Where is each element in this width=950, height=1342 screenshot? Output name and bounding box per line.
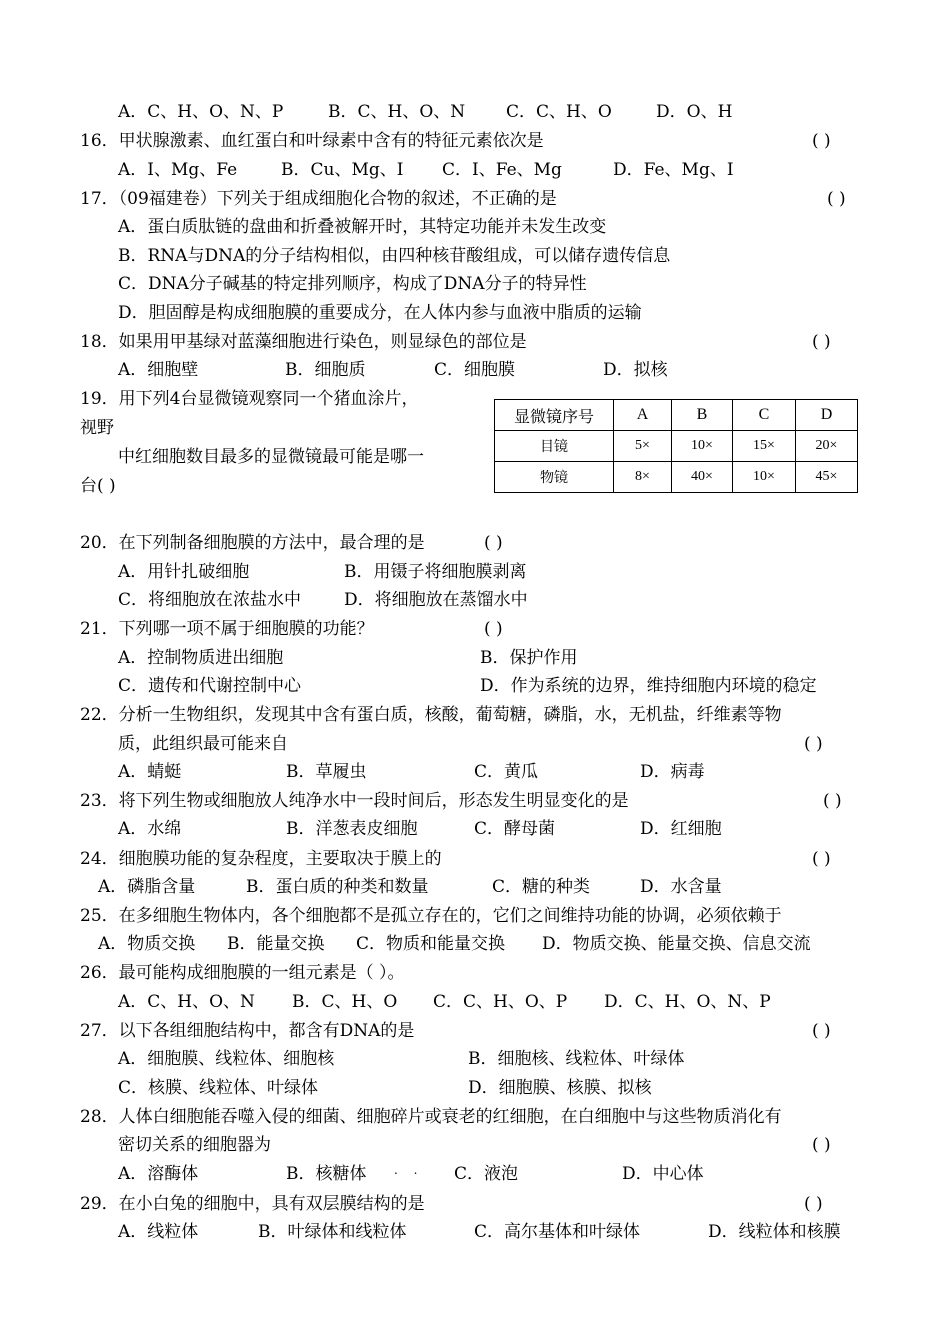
q23-option-a: A．水绵 — [118, 819, 182, 839]
table-cell: 8× — [614, 462, 672, 493]
table-cell: B — [672, 400, 733, 431]
q15-option-c: C．C、H、O — [506, 102, 612, 122]
q21-option-d: D．作为系统的边界，维持细胞内环境的稳定 — [480, 676, 817, 696]
answer-paren: ( ) — [812, 332, 831, 352]
q28-option-c: C．液泡 — [454, 1164, 519, 1184]
q24-option-d: D．水含量 — [640, 877, 722, 897]
q16-option-c: C．I、Fe、Mg — [442, 160, 562, 180]
q26-option-a: A．C、H、O、N — [118, 992, 255, 1012]
answer-paren: ( ) — [812, 131, 831, 151]
table-cell: 物镜 — [495, 462, 614, 493]
table-cell: D — [796, 400, 858, 431]
q29-option-d: D．线粒体和核膜 — [708, 1222, 841, 1242]
answer-paren: ( ) — [827, 189, 846, 209]
q20-option-b: B．用镊子将细胞膜剥离 — [344, 562, 527, 582]
q18-option-b: B．细胞质 — [285, 360, 366, 380]
q28-option-b: B．核糖体 — [286, 1164, 367, 1184]
q26-option-c: C．C、H、O、P — [433, 992, 568, 1012]
q18-option-c: C．细胞膜 — [434, 360, 516, 380]
q24-option-a: A．磷脂含量 — [98, 877, 196, 897]
q15-option-d: D．O、H — [656, 102, 733, 122]
q16-option-d: D．Fe、Mg、I — [613, 160, 734, 180]
table-cell: 10× — [672, 431, 733, 462]
table-cell: 目镜 — [495, 431, 614, 462]
table-cell: 45× — [796, 462, 858, 493]
q25-option-a: A．物质交换 — [98, 934, 196, 954]
answer-paren: ( ) — [812, 1135, 831, 1155]
q20-option-a: A．用针扎破细胞 — [118, 562, 250, 582]
table-row — [495, 462, 858, 493]
q26-option-d: D．C、H、O、N、P — [604, 992, 771, 1012]
q20-option-c: C．将细胞放在浓盐水中 — [118, 590, 302, 610]
q28-option-d: D．中心体 — [622, 1164, 704, 1184]
q29-option-b: B．叶绿体和线粒体 — [258, 1222, 407, 1242]
q16-option-b: B．Cu、Mg、I — [281, 160, 404, 180]
q16-option-a: A．I、Mg、Fe — [118, 160, 238, 180]
q27-option-b: B．细胞核、线粒体、叶绿体 — [468, 1049, 685, 1069]
answer-paren: ( ) — [812, 849, 831, 869]
table-cell: 20× — [796, 431, 858, 462]
q20-option-d: D．将细胞放在蒸馏水中 — [344, 590, 528, 610]
q24-option-b: B．蛋白质的种类和数量 — [246, 877, 429, 897]
table-row — [495, 431, 858, 462]
table-cell: C — [733, 400, 796, 431]
answer-paren: ( ) — [804, 734, 823, 754]
q25-option-c: C．物质和能量交换 — [356, 934, 506, 954]
q22-option-d: D．病毒 — [640, 762, 705, 782]
q15-option-b: B．C、H、O、N — [328, 102, 466, 122]
q29-option-a: A．线粒体 — [118, 1222, 199, 1242]
q18-option-a: A．细胞壁 — [118, 360, 199, 380]
q22-option-c: C．黄瓜 — [474, 762, 539, 782]
q24-option-c: C．糖的种类 — [492, 877, 591, 897]
q21-option-b: B．保护作用 — [480, 648, 578, 668]
q21-option-a: A．控制物质进出细胞 — [118, 648, 284, 668]
answer-paren: ( ) — [823, 791, 842, 811]
q25-option-b: B．能量交换 — [227, 934, 325, 954]
q23-option-b: B．洋葱表皮细胞 — [286, 819, 418, 839]
table-cell: 40× — [672, 462, 733, 493]
q27-option-c: C．核膜、线粒体、叶绿体 — [118, 1078, 319, 1098]
q28-option-a: A．溶酶体 — [118, 1164, 199, 1184]
answer-paren: ( ) — [812, 1021, 831, 1041]
q22-option-b: B．草履虫 — [286, 762, 367, 782]
table-cell: 显微镜序号 — [495, 400, 614, 431]
q27-option-d: D．细胞膜、核膜、拟核 — [468, 1078, 652, 1098]
table-cell: 5× — [614, 431, 672, 462]
exam-page: A．C、H、O、N、P B．C、H、O、N C．C、H、O D．O、H 16．甲状腺激素、血红蛋白和叶绿素中含有的特征元素依次是 ( ) A．I、Mg、Fe B．Cu、Mg、I C．I、Fe、Mg D．Fe、Mg、I 17．（09福建卷）下列关于组成细胞化合物的叙述，不正确的是 ( ) A．蛋白质肽链的盘曲和折叠被解开时，其特定功能并未发生改变 B．RNA与DNA的分子结构相似，由四种核苷酸组成，可以储存遗传信息 C．DNA分子碱基的特定排列顺序，构成了DNA分子的特异性 D．胆固醇是构成细胞膜的重要成分，在人体内参与血液中脂质的运输 18．如果用甲基绿对蓝藻细胞进行染色，则显绿色的部位是 ( ) A．细胞壁 B．细胞质 C．细胞膜 D．拟核 19．用下列4台显微镜观察同一个猪血涂片， 视野 中红细胞数目最多的显微镜最可能是哪一 台( ) 显微镜序号 A B C D 目镜 5× 10× 15× 20× 物镜 8× 40× 10× 45× 20．在下列制备细胞膜的方法中，最合理的是 ( ) A．用针扎破细胞 B．用镊子将细胞膜剥离 C．将细胞放在浓盐水中 D．将细胞放在蒸馏水中 21．下列哪一项不属于细胞膜的功能？ ( ) A．控制物质进出细胞 B．保护作用 C．遗传和代谢控制中心 D．作为系统的边界，维持细胞内环境的稳定 22．分析一生物组织，发现其中含有蛋白质，核酸，葡萄糖，磷脂，水，无机盐，纤维素等物 质，此组织最可能来自 ( ) A．蜻蜓 B．草履虫 C．黄瓜 D．病毒 23．将下列生物或细胞放人纯净水中一段时间后，形态发生明显变化的是 ( ) A．水绵 B．洋葱表皮细胞 C．酵母菌 D．红细胞 24．细胞膜功能的复杂程度，主要取决于膜上的 ( ) A．磷脂含量 B．蛋白质的种类和数量 C．糖的种类 D．水含量 25．在多细胞生物体内，各个细胞都不是孤立存在的，它们之间维持功能的协调，必须依赖于 A．物质交换 B．能量交换 C．物质和能量交换 D．物质交换、能量交换、信息交流 26．最可能构成细胞膜的一组元素是（ ）。 A．C、H、O、N B．C、H、O C．C、H、O、P D．C、H、O、N、P 27．以下各组细胞结构中，都含有DNA的是 ( ) A．细胞膜、线粒体、细胞核 B．细胞核、线粒体、叶绿体 C．核膜、线粒体、叶绿体 D．细胞膜、核膜、拟核 28．人体白细胞能吞噬入侵的细菌、细胞碎片或衰老的红细胞，在白细胞中与这些物质消化有 密切关系的细胞器为 ( ) A．溶酶体 B．核糖体 C．液泡 D．中心体 . . 29．在小白兔的细胞中，具有双层膜结构的是 ( ) A．线粒体 B．叶绿体和线粒体 C．高尔基体和叶绿体 D．线粒体和核膜 — [0, 0, 950, 1342]
q18-option-d: D．拟核 — [603, 360, 668, 380]
q25-option-d: D．物质交换、能量交换、信息交流 — [542, 934, 811, 954]
q22-option-a: A．蜻蜓 — [118, 762, 182, 782]
q29-option-c: C．高尔基体和叶绿体 — [474, 1222, 641, 1242]
q15-option-a: A．C、H、O、N、P — [118, 102, 284, 122]
q27-option-a: A．细胞膜、线粒体、细胞核 — [118, 1049, 335, 1069]
table-cell: A — [614, 400, 672, 431]
table-cell: 15× — [733, 431, 796, 462]
decorative-dots: . . — [394, 1163, 424, 1177]
q23-option-c: C．酵母菌 — [474, 819, 556, 839]
answer-paren: ( ) — [484, 619, 503, 639]
q21-option-c: C．遗传和代谢控制中心 — [118, 676, 302, 696]
microscope-table — [494, 399, 858, 493]
table-cell: 10× — [733, 462, 796, 493]
q26-option-b: B．C、H、O — [292, 992, 398, 1012]
answer-paren: ( ) — [804, 1194, 823, 1214]
table-header-row — [495, 400, 858, 431]
q23-option-d: D．红细胞 — [640, 819, 722, 839]
answer-paren: ( ) — [484, 533, 503, 553]
